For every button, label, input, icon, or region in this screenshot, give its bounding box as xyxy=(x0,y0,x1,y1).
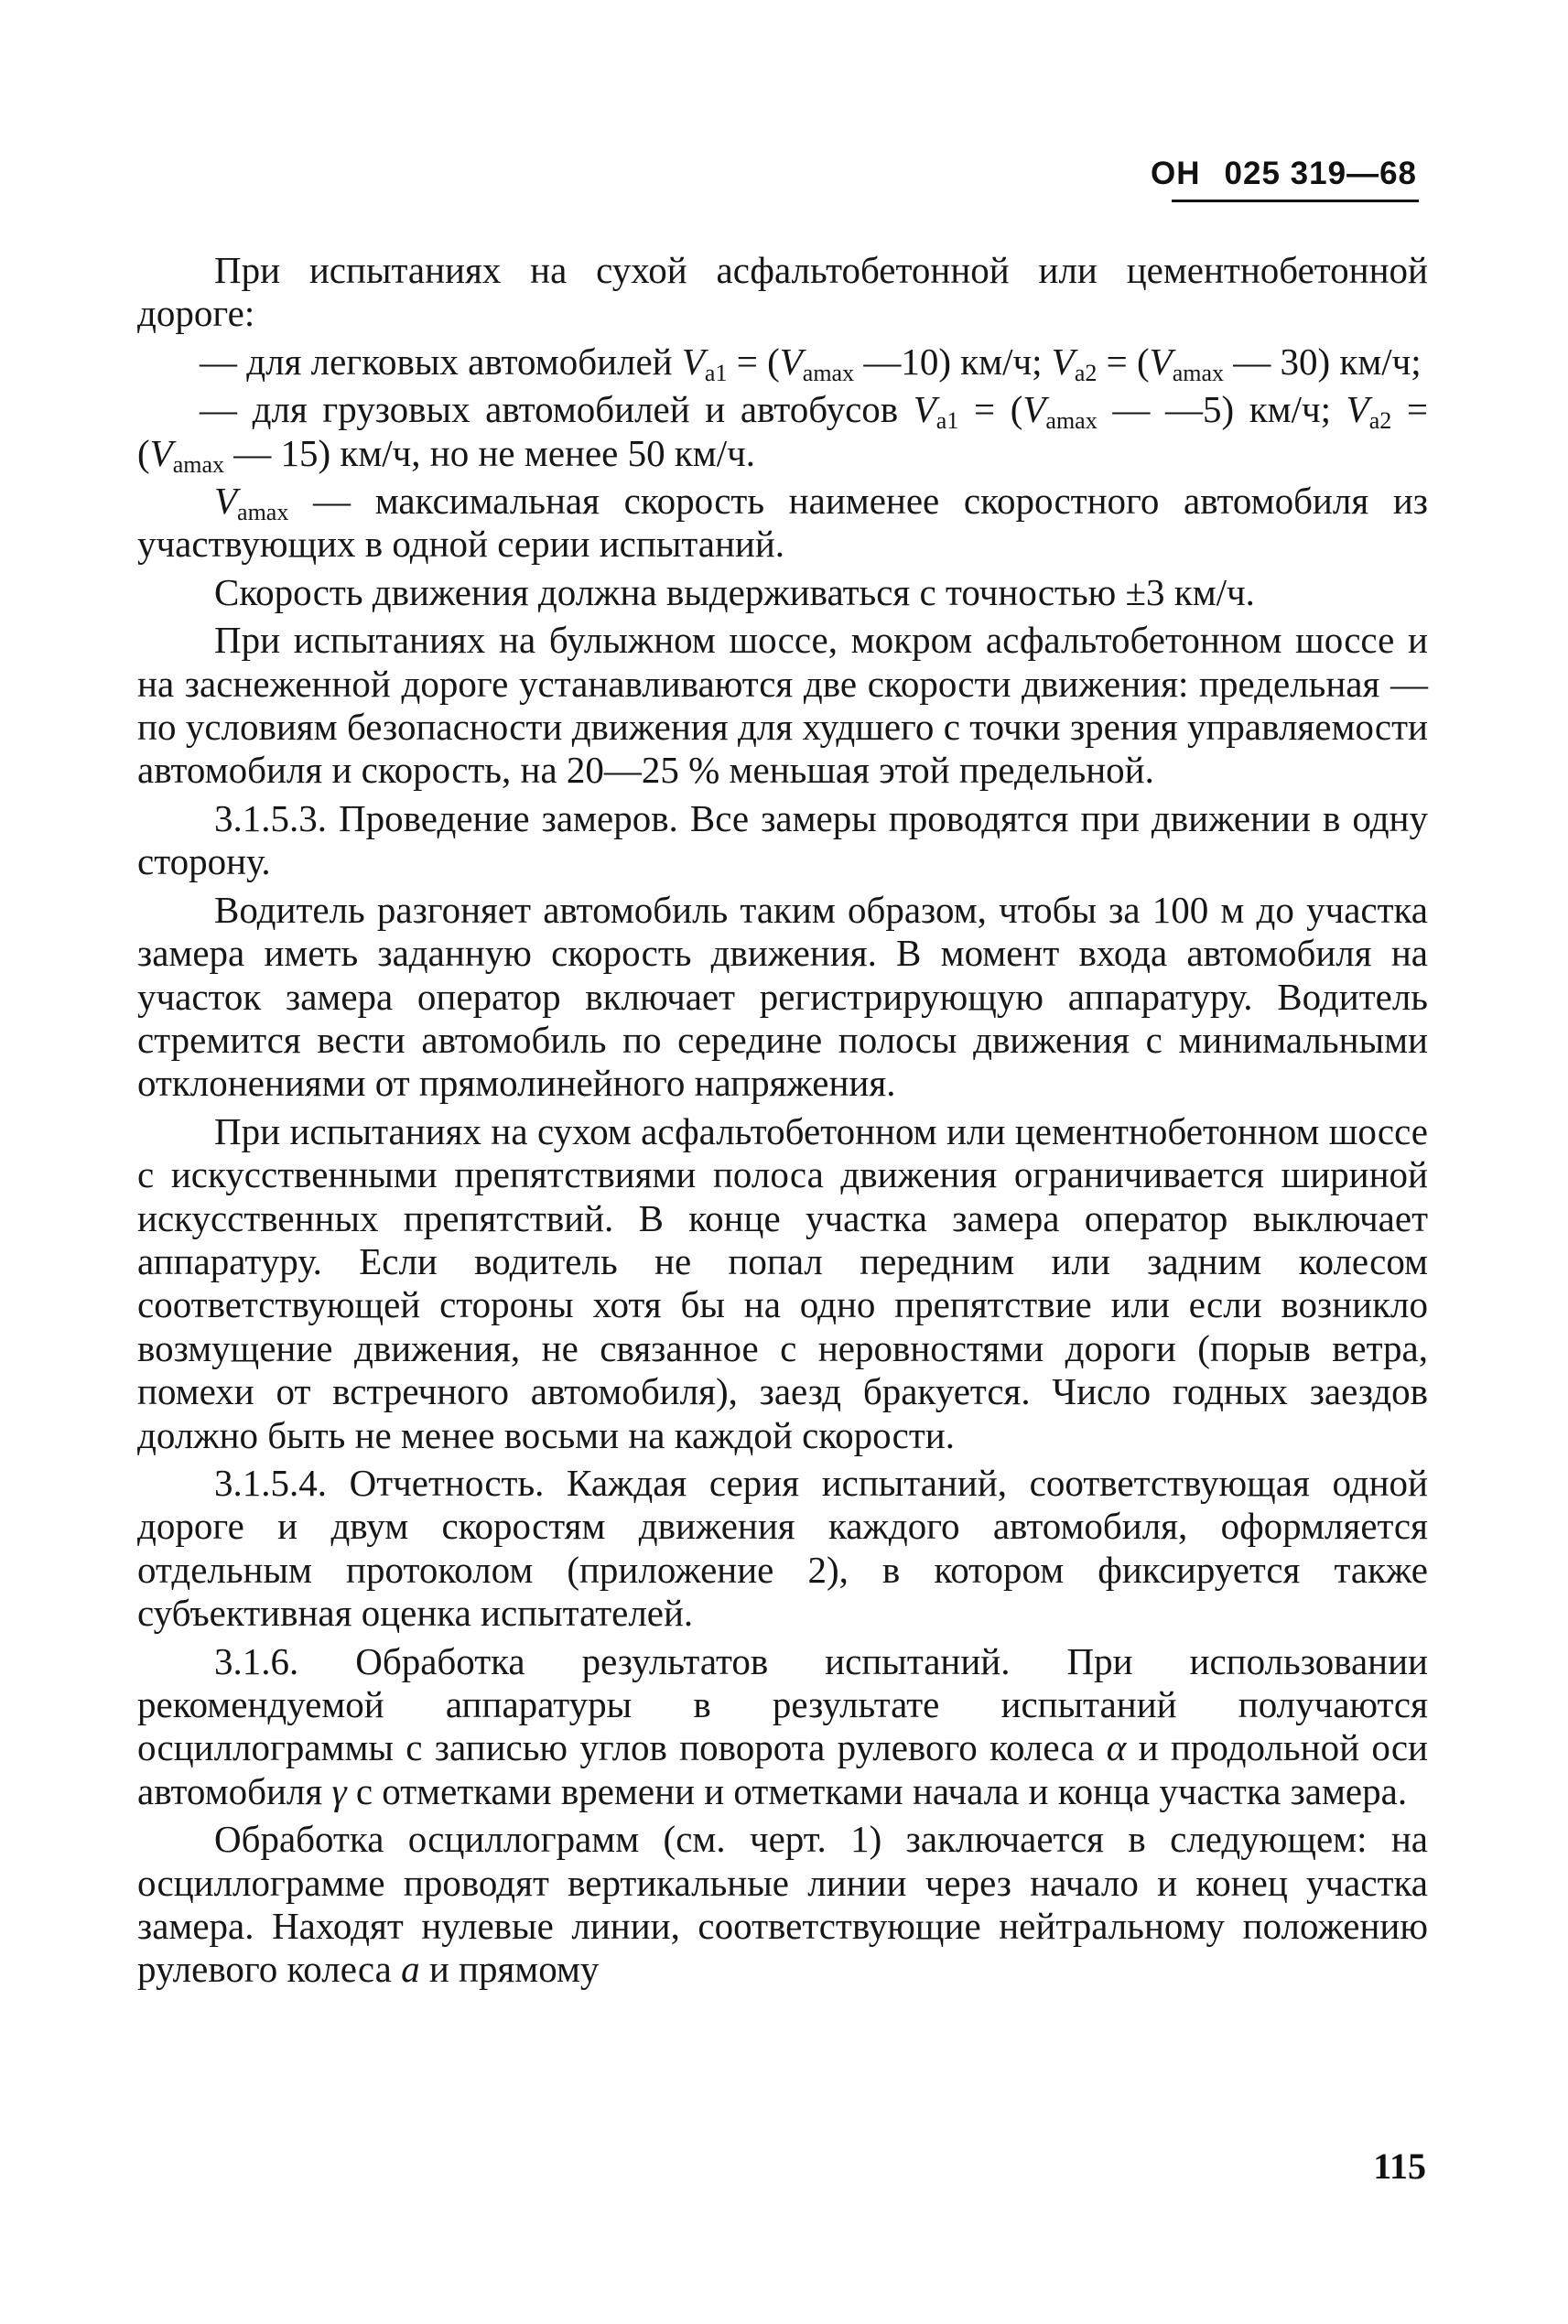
italic-symbol: V xyxy=(681,340,705,383)
text-run: —10) км/ч; xyxy=(854,340,1052,383)
paragraph xyxy=(137,571,1428,614)
text-run: — для грузовых автомобилей и автобусов xyxy=(200,388,914,431)
text-run: При испытаниях на сухой асфальтобетонной или цементнобетонной дороге: xyxy=(137,249,1428,335)
subscript: amax xyxy=(172,450,225,478)
text-run: с отметками времени и отметками начала и конца участка замера. xyxy=(346,1769,1408,1812)
document-body xyxy=(137,249,1428,1996)
subscript: a2 xyxy=(1368,407,1392,435)
text-run: При испытаниях на булыжном шоссе, мокром асфальтобетонном шоссе и на заснеженной дороге устанавливаются две скорости движения: предельная — по условиям безопасности движения для худшего с точки зрения управляемости автомобиля и скорость, на 20—25 % меньшая этой предельной. xyxy=(137,619,1428,792)
paragraph xyxy=(137,1462,1428,1636)
text-run: 3.1.5.4. Отчетность. Каждая серия испытаний, соответствующая одной дороге и двум скоростям движения каждого автомобиля, оформляется отдельным протоколом (приложение 2), в котором фиксируется также субъективная оценка испытателей. xyxy=(137,1461,1428,1635)
document-header xyxy=(1151,156,1417,192)
paragraph xyxy=(137,619,1428,793)
paragraph xyxy=(137,1110,1428,1457)
text-run: При испытаниях на сухом асфальтобетонном или цементнобетонном шоссе с искусственными препятствиями полоса движения ограничивается шириной искусственных препятствий. В конце участка замера оператор выключает аппаратуру. Если водитель не попал передним или задним колесом соответствующей стороны хотя бы на одно препятствие или если возникло возмущение движения, не связанное с неровностями дороги (порыв ветра, помехи от встречного автомобиля), заезд бракуется. Число годных заездов должно быть не менее восьми на каждой скорости. xyxy=(137,1109,1428,1456)
paragraph xyxy=(137,889,1428,1106)
text-run: = ( xyxy=(137,388,1428,474)
italic-symbol: a xyxy=(401,1948,420,1991)
paragraph xyxy=(137,1818,1428,1992)
subscript: a1 xyxy=(935,407,959,435)
text-run: и продольной оси автомобиля xyxy=(137,1726,1428,1812)
subscript: amax xyxy=(802,359,855,386)
list-item xyxy=(137,388,1428,478)
italic-symbol: V xyxy=(779,340,803,383)
subscript: a2 xyxy=(1074,359,1098,386)
italic-symbol: V xyxy=(1022,388,1046,431)
paragraph xyxy=(137,249,1428,336)
text-run: — 30) км/ч; xyxy=(1224,340,1422,383)
text-run: — максимальная скорость наименее скоростного автомобиля из участвующих в одной серии испытаний. xyxy=(137,480,1428,566)
text-run: = ( xyxy=(958,388,1023,431)
subscript: amax xyxy=(1172,359,1225,386)
text-run: и прямому xyxy=(419,1948,600,1991)
paragraph xyxy=(137,1640,1428,1814)
italic-symbol: V xyxy=(1346,388,1369,431)
header-rule xyxy=(1172,200,1419,202)
text-run: = ( xyxy=(727,340,780,383)
header-prefix: ОН xyxy=(1151,156,1201,191)
text-run: — 15) км/ч, но не менее 50 км/ч. xyxy=(224,431,755,474)
italic-symbol: γ xyxy=(331,1769,347,1812)
text-run: Обработка осциллограмм (см. черт. 1) заключается в следующем: на осциллограмме проводят вертикальные линии через начало и конец участка замера. Находят нулевые линии, соответствующие нейтральному положению рулевого колеса xyxy=(137,1818,1428,1991)
subscript: amax xyxy=(1045,407,1098,435)
subscript: amax xyxy=(237,499,289,526)
paragraph xyxy=(137,797,1428,884)
header-code: 025 319—68 xyxy=(1224,156,1417,191)
text-run: 3.1.6. Обработка результатов испытаний. При использовании рекомендуемой аппаратуры в результате испытаний получаются осциллограммы с записью углов поворота рулевого колеса xyxy=(137,1639,1428,1769)
italic-symbol: α xyxy=(1106,1726,1127,1769)
italic-symbol: V xyxy=(913,388,936,431)
page-number: 115 xyxy=(1373,2146,1426,2187)
text-run: — для легковых автомобилей xyxy=(200,340,682,383)
text-run: Водитель разгоняет автомобиль таким образом, чтобы за 100 м до участка замера иметь заданную скорость движения. В момент входа автомобиля на участок замера оператор включает регистрирующую аппаратуру. Водитель стремится вести автомобиль по середине полосы движения с минимальными отклонениями от прямолинейного напряжения. xyxy=(137,888,1428,1105)
italic-symbol: V xyxy=(149,431,173,474)
paragraph xyxy=(137,480,1428,567)
text-run: 3.1.5.3. Проведение замеров. Все замеры проводятся при движении в одну сторону. xyxy=(137,796,1428,883)
italic-symbol: V xyxy=(1149,340,1173,383)
italic-symbol: V xyxy=(1051,340,1075,383)
text-run: — —5) км/ч; xyxy=(1097,388,1346,431)
text-run: = ( xyxy=(1097,340,1150,383)
text-run: Скорость движения должна выдерживаться с точностью ±3 км/ч. xyxy=(214,570,1255,613)
list-item xyxy=(137,340,1428,384)
subscript: a1 xyxy=(704,359,728,386)
italic-symbol: V xyxy=(214,480,238,523)
